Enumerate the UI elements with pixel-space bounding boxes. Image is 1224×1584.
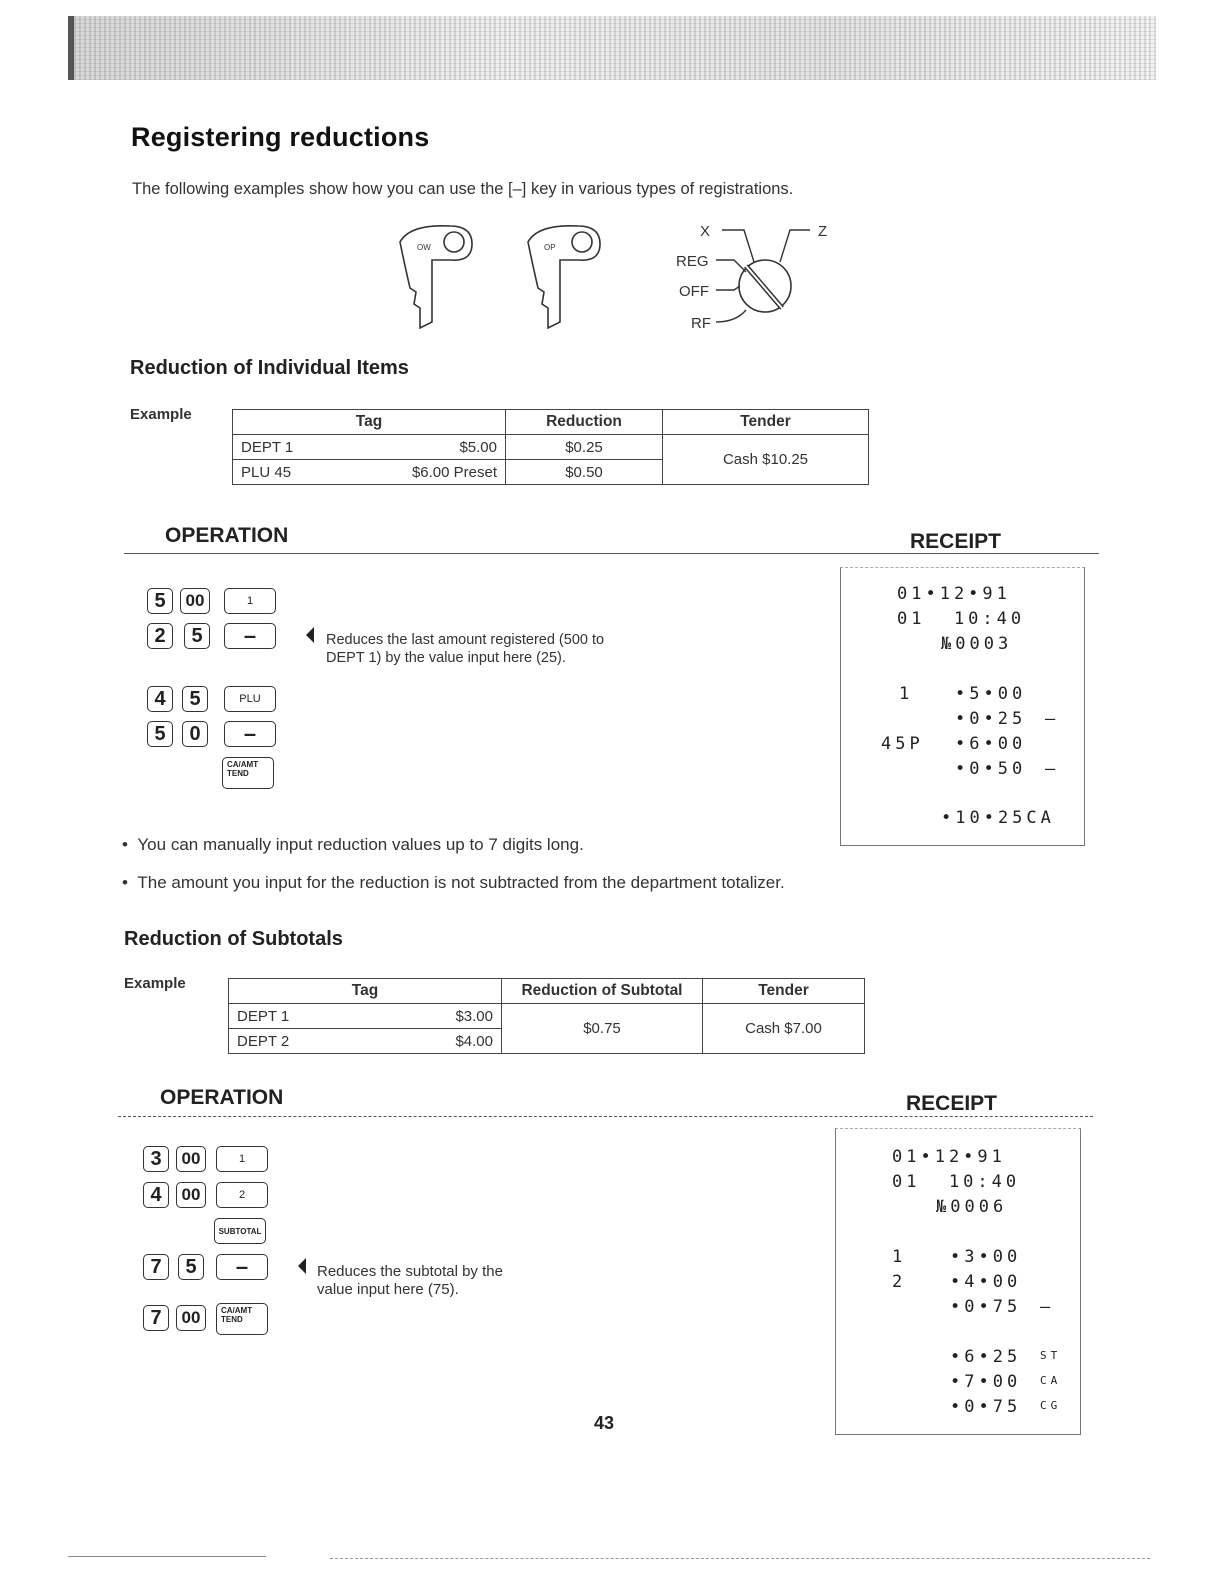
row-tag: PLU 45: [241, 463, 292, 481]
receipt-line-label: 2: [892, 1272, 907, 1292]
ow-key-icon: [400, 226, 472, 328]
section1-example-label: Example: [130, 406, 192, 423]
key-4[interactable]: 4: [143, 1182, 169, 1208]
row-tender: Cash $10.25: [663, 435, 869, 485]
row-tag: DEPT 2: [237, 1032, 290, 1050]
row-reduction: $0.25: [506, 435, 663, 460]
section1-note: Reduces the last amount registered (500 to DEPT 1) by the value input here (25).: [326, 632, 605, 666]
bottom-rule: [68, 1556, 266, 1557]
key-ca-amt-tend[interactable]: CA/AMT TEND: [222, 757, 274, 789]
section1-receipt: [840, 567, 1085, 846]
op-key-icon: [528, 226, 600, 328]
receipt-line-label: 1: [899, 684, 914, 704]
key-00[interactable]: 00: [176, 1305, 206, 1331]
key-ca-amt-tend[interactable]: CA/AMT TEND: [216, 1303, 268, 1335]
key-00[interactable]: 00: [180, 588, 210, 614]
table-header-reduction-subtotal: Reduction of Subtotal: [502, 979, 703, 1004]
key-dept-2[interactable]: 2: [216, 1182, 268, 1208]
receipt-number: №0006: [936, 1197, 1008, 1217]
section1-rule: [124, 553, 1099, 554]
row-amount: $5.00: [459, 438, 497, 456]
bottom-rule: [330, 1558, 1150, 1559]
page-title: Registering reductions: [131, 122, 430, 152]
row-tag: DEPT 1: [241, 438, 294, 456]
section1-title: Reduction of Individual Items: [130, 357, 409, 379]
receipt-line-suffix: –: [1045, 759, 1060, 779]
receipt-line-value: •3•00: [950, 1247, 1022, 1267]
row-amount: $3.00: [455, 1007, 493, 1025]
key-4[interactable]: 4: [147, 686, 173, 712]
key-dept-1[interactable]: 1: [224, 588, 276, 614]
page-number: 43: [594, 1413, 615, 1433]
table-header-tag: Tag: [229, 979, 502, 1004]
receipt-time: 01 10:40: [892, 1172, 1021, 1192]
key-5[interactable]: 5: [184, 623, 210, 649]
receipt-line-suffix: –: [1040, 1297, 1055, 1317]
section2-receipt: [835, 1128, 1081, 1435]
mode-off-label: OFF: [679, 283, 709, 300]
row-amount: $4.00: [455, 1032, 493, 1050]
receipt-total-value: •6•25: [950, 1347, 1022, 1367]
table-header-reduction: Reduction: [506, 410, 663, 435]
receipt-line-value: •0•25: [955, 709, 1027, 729]
table-header-tender: Tender: [663, 410, 869, 435]
key-2[interactable]: 2: [147, 623, 173, 649]
row-tender: Cash $7.00: [703, 1004, 865, 1054]
mode-reg-label: REG: [676, 253, 709, 270]
bullet-item: • You can manually input reduction values up to 7 digits long.: [122, 835, 584, 854]
receipt-total-value: •0•75: [950, 1397, 1022, 1417]
key-minus[interactable]: –: [224, 721, 276, 747]
row-amount: $6.00 Preset: [411, 463, 497, 481]
key-7[interactable]: 7: [143, 1254, 169, 1280]
table-header-tender: Tender: [703, 979, 865, 1004]
intro-text: The following examples show how you can use the [–] key in various types of registrations.: [132, 180, 794, 198]
key-0[interactable]: 0: [182, 721, 208, 747]
receipt-total-suffix: CG: [1040, 1399, 1062, 1412]
table-row: [233, 435, 869, 460]
section2-receipt-title: RECEIPT: [906, 1092, 998, 1115]
receipt-line-value: •4•00: [950, 1272, 1022, 1292]
receipt-date: 01•12•91: [897, 584, 1011, 604]
key-5[interactable]: 5: [182, 686, 208, 712]
key-00[interactable]: 00: [176, 1146, 206, 1172]
section1-receipt-title: RECEIPT: [910, 530, 1002, 553]
section2-rule: [118, 1116, 1093, 1117]
receipt-line-suffix: –: [1045, 709, 1060, 729]
receipt-total: •10•25CA: [941, 808, 1055, 828]
section2-note: Reduces the subtotal by the value input here (75).: [317, 1263, 503, 1298]
receipt-line-value: •5•00: [955, 684, 1027, 704]
receipt-total-value: •7•00: [950, 1372, 1022, 1392]
key-3[interactable]: 3: [143, 1146, 169, 1172]
section1-operation-title: OPERATION: [165, 524, 289, 547]
key-5[interactable]: 5: [178, 1254, 204, 1280]
arrow-icon: [298, 1258, 306, 1274]
mode-rf-label: RF: [691, 315, 711, 332]
key-dept-1[interactable]: 1: [216, 1146, 268, 1172]
row-reduction: $0.75: [502, 1004, 703, 1054]
receipt-line-label: 1: [892, 1247, 907, 1267]
header-band: [68, 16, 1156, 80]
receipt-line-value: •6•00: [955, 734, 1027, 754]
bullet-item: • The amount you input for the reduction is not subtracted from the department totalizer.: [122, 873, 785, 892]
receipt-time: 01 10:40: [897, 609, 1026, 629]
key-5[interactable]: 5: [147, 721, 173, 747]
section2-title: Reduction of Subtotals: [124, 928, 343, 950]
row-tag: DEPT 1: [237, 1007, 290, 1025]
arrow-icon: [306, 627, 314, 643]
key-minus[interactable]: –: [216, 1254, 268, 1280]
mode-switch-icon: [716, 230, 810, 322]
key-subtotal[interactable]: SUBTOTAL: [214, 1218, 266, 1244]
section2-operation-title: OPERATION: [160, 1086, 284, 1109]
receipt-total-suffix: CA: [1040, 1374, 1062, 1387]
receipt-number: №0003: [941, 634, 1013, 654]
table-header-tag: Tag: [233, 410, 506, 435]
section1-example-table: [232, 409, 869, 485]
ow-key-label: OW: [417, 243, 431, 252]
key-7[interactable]: 7: [143, 1305, 169, 1331]
mode-x-label: X: [700, 223, 711, 240]
table-row: [229, 1004, 865, 1029]
section2-example-label: Example: [124, 975, 186, 992]
receipt-line-value: •0•75: [950, 1297, 1022, 1317]
receipt-line-value: •0•50: [955, 759, 1027, 779]
mode-z-label: Z: [818, 223, 828, 240]
row-reduction: $0.50: [506, 460, 663, 485]
keys-figure: [390, 218, 840, 336]
key-00[interactable]: 00: [176, 1182, 206, 1208]
section2-example-table: [228, 978, 865, 1054]
receipt-line-label: 45P: [881, 734, 924, 754]
receipt-date: 01•12•91: [892, 1147, 1006, 1167]
key-5[interactable]: 5: [147, 588, 173, 614]
key-plu[interactable]: PLU: [224, 686, 276, 712]
receipt-total-suffix: ST: [1040, 1349, 1062, 1362]
op-key-label: OP: [544, 243, 556, 252]
key-minus[interactable]: –: [224, 623, 276, 649]
